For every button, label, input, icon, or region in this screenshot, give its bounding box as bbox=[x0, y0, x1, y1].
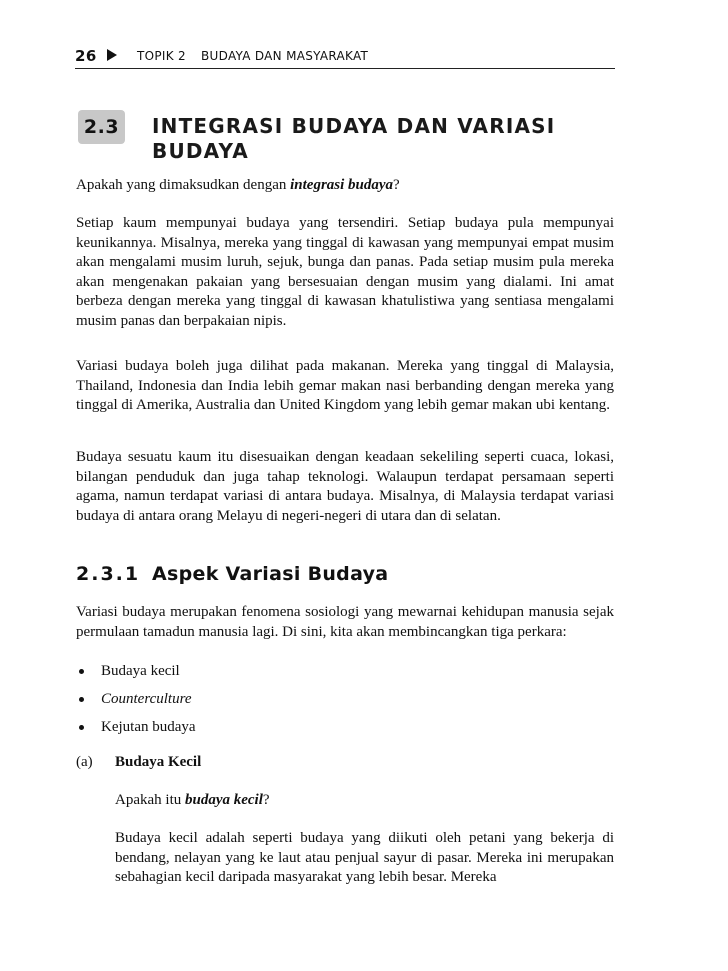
subsection-intro: Variasi budaya merupakan fenomena sosiologi yang mewarnai kehidupan manusia sejak permulaan tamadun manusia lagi. Di sini, kita akan membincangkan tiga perkara: bbox=[76, 604, 614, 640]
item-a-label: (a) bbox=[76, 754, 93, 770]
bullet-icon bbox=[79, 725, 84, 730]
arrow-right-icon bbox=[107, 49, 117, 61]
item-a-question-prefix: Apakah itu bbox=[115, 792, 185, 808]
bullet-icon bbox=[79, 669, 84, 674]
subsection-number: 2.3.1 bbox=[76, 563, 141, 585]
item-a-question-suffix: ? bbox=[262, 792, 270, 808]
list-item-text: Budaya kecil bbox=[101, 663, 180, 679]
page-number: 26 bbox=[75, 47, 97, 65]
header-topic: TOPIK 2 bbox=[137, 49, 186, 63]
list-item-text: Counterculture bbox=[101, 691, 192, 707]
header-title: BUDAYA DAN MASYARAKAT bbox=[201, 49, 369, 63]
intro-question bbox=[76, 176, 614, 196]
intro-question-suffix: ? bbox=[393, 177, 400, 193]
subsection-title: Aspek Variasi Budaya bbox=[152, 563, 389, 585]
running-header bbox=[75, 44, 615, 69]
list-item-text: Kejutan budaya bbox=[101, 719, 196, 735]
paragraph-food: Variasi budaya boleh juga dilihat pada makanan. Mereka yang tinggal di Malaysia, Thailand, Indonesia dan India lebih gemar makan nasi berbanding dengan mereka yang tinggal di Amerika, Australia dan United Kingdom yang lebih gemar makan ubi kentang. bbox=[76, 358, 614, 413]
section-number-box: 2.3 bbox=[78, 110, 125, 144]
item-a-question-term: budaya kecil bbox=[184, 792, 263, 808]
intro-question-term: integrasi budaya bbox=[290, 177, 394, 193]
item-a-title: Budaya Kecil bbox=[115, 754, 202, 770]
item-a-question bbox=[115, 791, 614, 811]
paragraph-seasons: Setiap kaum mempunyai budaya yang tersendiri. Setiap budaya pula mempunyai keunikannya. Misalnya, mereka yang tinggal di kawasan yang mempunyai empat musim akan mengalami musim luruh, sejuk, bunga dan panas. Pada setiap musim pula mereka akan mengenakan pakaian yang bersesuaian dengan musim yang dialami. Ini amat berbeza dengan mereka yang tinggal di kawasan khatulistiwa yang sentiasa mengalami musim panas dan berpakaian nipis. bbox=[76, 215, 614, 329]
item-a-body: Budaya kecil adalah seperti budaya yang diikuti oleh petani yang bekerja di bendang, nelayan yang ke laut atau penjual sayur di pasar. Mereka ini merupakan sebahagian kecil daripada masyarakat yang lebih besar. Mereka bbox=[115, 830, 614, 885]
paragraph-environment: Budaya sesuatu kaum itu disesuaikan dengan keadaan sekeliling seperti cuaca, lokasi, bilangan penduduk dan juga tahap teknologi. Walaupun terdapat persamaan seperti agama, namun terdapat variasi di antara budaya. Misalnya, di Malaysia terdapat variasi budaya di antara orang Melayu di negeri-negeri di utara dan di selatan. bbox=[76, 449, 614, 524]
section-title: INTEGRASI BUDAYA DAN VARIASI BUDAYA bbox=[152, 114, 556, 163]
bullet-icon bbox=[79, 697, 84, 702]
intro-question-prefix: Apakah yang dimaksudkan dengan bbox=[76, 177, 291, 193]
